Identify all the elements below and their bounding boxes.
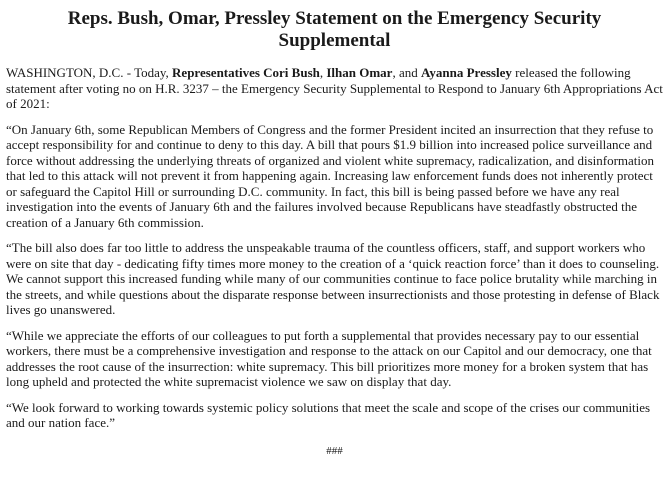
- separator: , and: [392, 65, 421, 80]
- intro-rest: released the following statement after voting no on H.R. 3237 – the Emergency Security Supplemental to Respond to January 6th Appropriations Act of 2021:: [6, 65, 663, 111]
- statement-paragraph-4: “We look forward to working towards systemic policy solutions that meet the scale and scope of the crises our communities and our nation face.”: [6, 399, 651, 430]
- page-title: Reps. Bush, Omar, Pressley Statement on the Emergency Security Supplemental: [67, 8, 602, 51]
- statement-paragraph-3: “While we appreciate the efforts of our colleagues to put forth a supplemental that provides necessary pay to our essential workers, there must be a comprehensive investigation and response to the attack on our Capitol and our democracy, one that addresses the root cause of the insurrection: white supremacy. This bill prioritizes more money for a broken system that has long upheld and protected the white supremacist violence we saw on display that day.: [6, 327, 652, 389]
- statement-paragraph-1: “On January 6th, some Republican Members of Congress and the former President incited an insurrection that they refuse to accept responsibility for and continue to deny to this day. A bill that pours $1.9 billion into increased police surveillance and force without addressing the underlying threats of organized and violent white supremacy, radicalization, and disinformation that led to this attack will not prevent it from happening again. Increasing law enforcement funds does not inherently protect or safeguard the Capitol Hill or surrounding D.C. community. In fact, this bill is being passed before we have any real investigation into the events of January 6th and the failures involved because Republicans have steadfastly obstructed the creation of a January 6th commission.: [6, 121, 655, 230]
- dateline: WASHINGTON, D.C. - Today,: [6, 65, 173, 80]
- rep-omar-name: Ilhan Omar: [326, 65, 393, 80]
- rep-pressley-name: Ayanna Pressley: [420, 65, 512, 80]
- end-marker: ###: [326, 444, 343, 457]
- intro-paragraph: [6, 65, 663, 112]
- rep-bush-name: Representatives Cori Bush: [172, 65, 320, 80]
- statement-paragraph-2: “The bill also does far too little to address the unspeakable trauma of the countless officers, staff, and support workers who were on site that day - dedicating fifty times more money to the creation of a ‘quick reaction force’ than it does to counseling. We cannot support this increased funding while many of our communities continue to face police brutality while marching in the streets, and while questions about the disparate response between insurrectionists and those protesting in defense of Black lives go unanswered.: [6, 240, 660, 317]
- separator: ,: [319, 65, 327, 80]
